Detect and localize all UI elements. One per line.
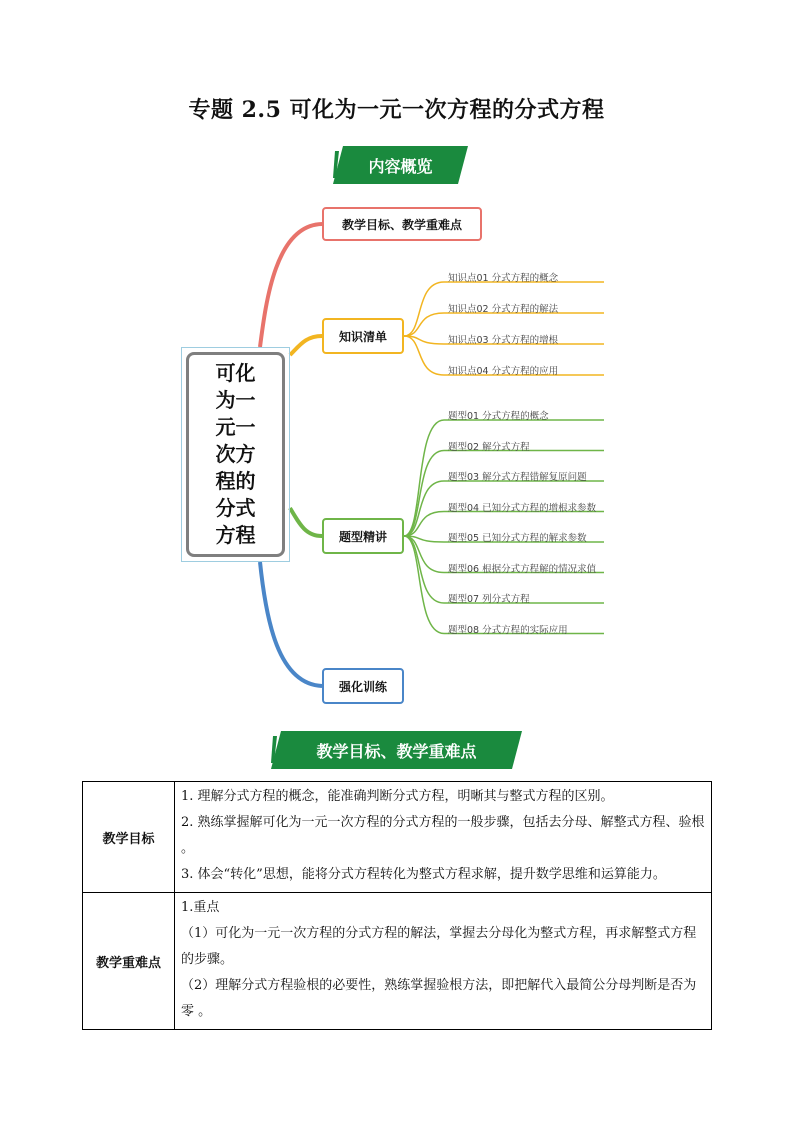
goal-line: 3. 体会“转化”思想，能将分式方程转化为整式方程求解，提升数学思维和运算能力。 [181, 867, 666, 882]
mindmap-leaf[interactable]: 题型02 解分式方程 [448, 441, 530, 453]
leaf-connector [404, 536, 604, 634]
branch-goals-label: 教学目标、教学重难点 [341, 217, 462, 232]
page-title: 专题 2.5 可化为一元一次方程的分式方程 [188, 97, 605, 123]
key-line: （1）可化为一元一次方程的分式方程的解法，掌握去分母化为整式方程，再求解整式方程的步骤。 [181, 926, 697, 967]
connector-goals [260, 224, 322, 347]
overview-banner-label: 内容概览 [368, 156, 433, 176]
key-line: 1.重点 [181, 900, 220, 915]
branch-knowledge-label: 知识清单 [338, 329, 387, 344]
key-points-content [175, 893, 712, 1030]
objectives-table [82, 781, 712, 1030]
goal-line: 1. 理解分式方程的概念，能准确判断分式方程，明晰其与整式方程的区别。 [181, 789, 614, 804]
mindmap-leaf[interactable]: 知识点02 分式方程的解法 [448, 304, 559, 315]
connector-knowledge [290, 336, 322, 355]
key-line: （2）理解分式方程验根的必要性，熟练掌握验根方法，即把解代入最简公分母判断是否为零 。 [181, 978, 697, 1019]
center-label: 可化为一元一次方程的分式方程 [215, 361, 256, 547]
mindmap-leaf[interactable]: 知识点01 分式方程的概念 [448, 273, 559, 284]
leaf-connector [404, 451, 604, 537]
mindmap-leaf[interactable]: 题型06 根据分式方程解的情况求值 [448, 563, 597, 575]
mindmap-leaf[interactable]: 题型07 列分式方程 [448, 594, 530, 605]
branch-training[interactable] [322, 668, 404, 704]
branch-questions[interactable] [322, 518, 404, 554]
connector-questions [290, 508, 322, 536]
branch-training-label: 强化训练 [338, 679, 387, 694]
branch-goals[interactable] [322, 207, 482, 241]
goals-banner [271, 731, 522, 769]
goals-label: 教学目标 [83, 782, 175, 893]
connector-training [260, 562, 322, 686]
branch-questions-label: 题型精讲 [338, 529, 387, 544]
knowledge-leaf-lines [404, 282, 604, 375]
goals-row [83, 782, 712, 893]
branch-knowledge[interactable] [322, 318, 404, 354]
mindmap-leaf[interactable]: 知识点03 分式方程的增根 [448, 335, 559, 346]
key-points-label: 教学重难点 [83, 893, 175, 1030]
mindmap-leaf[interactable]: 题型04 已知分式方程的增根求参数 [448, 502, 597, 514]
mindmap-leaf[interactable]: 题型01 分式方程的概念 [448, 411, 549, 422]
mindmap-leaf[interactable]: 题型05 已知分式方程的解求参数 [448, 533, 587, 544]
key-points-row [83, 893, 712, 1030]
goals-content [175, 782, 712, 893]
goals-banner-label: 教学目标、教学重难点 [316, 741, 477, 761]
mindmap-leaf[interactable]: 题型03 解分式方程错解复原问题 [448, 472, 587, 483]
goal-line: 2. 熟练掌握解可化为一元一次方程的分式方程的一般步骤，包括去分母、解整式方程、验根 。 [181, 815, 705, 856]
mindmap-leaf[interactable]: 题型08 分式方程的实际应用 [448, 624, 568, 636]
mindmap-center-node [181, 347, 290, 562]
mindmap-leaf[interactable]: 知识点04 分式方程的应用 [448, 366, 559, 377]
